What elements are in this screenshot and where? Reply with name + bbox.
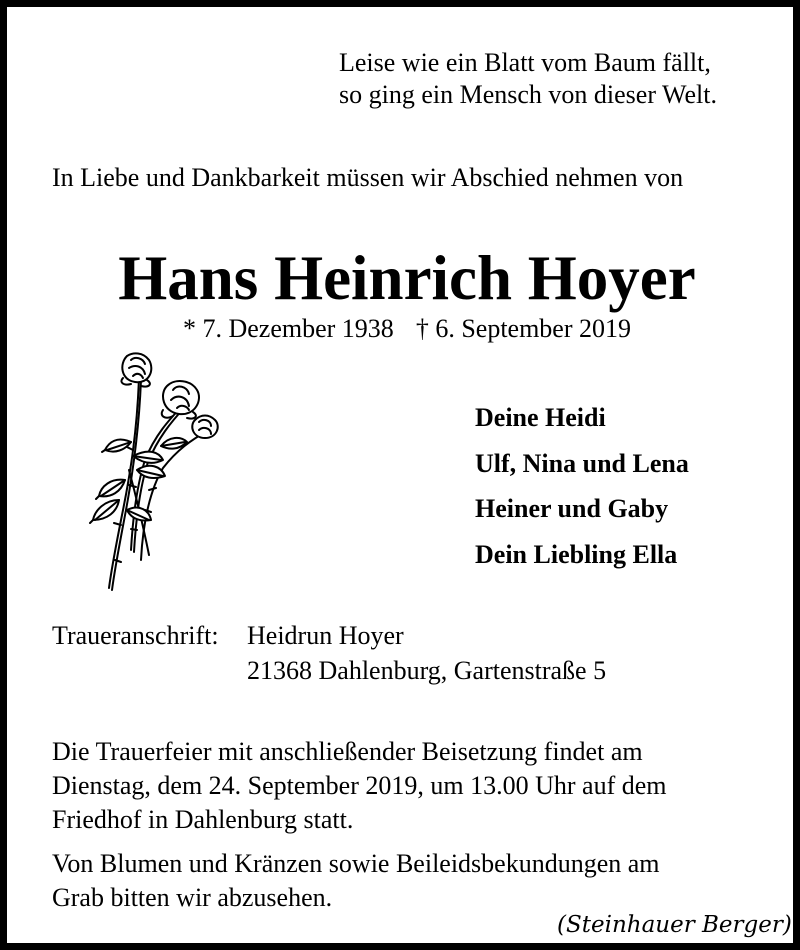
motto-line-1: Leise wie ein Blatt vom Baum fällt,	[339, 48, 711, 77]
service-line-3: Friedhof in Dahlenburg statt.	[52, 805, 354, 834]
roses-icon	[79, 350, 229, 595]
death-date: † 6. September 2019	[415, 314, 631, 343]
motto-verse	[339, 47, 717, 111]
address-street: 21368 Dahlenburg, Gartenstraße 5	[247, 656, 607, 685]
deceased-name: Hans Heinrich Hoyer	[118, 243, 696, 313]
flowers-note-line-1: Von Blumen und Kränzen sowie Beileidsbekundungen am	[52, 849, 660, 878]
signature-text: (Steinhauer Berger)	[557, 912, 792, 938]
mourner-1: Deine Heidi	[475, 403, 606, 432]
mourner-3: Heiner und Gaby	[475, 494, 669, 523]
mourners-list	[475, 400, 689, 582]
signature-logo	[553, 907, 793, 941]
flowers-note	[52, 847, 660, 915]
address-label: Traueranschrift:	[52, 621, 219, 650]
intro-text: In Liebe und Dankbarkeit müssen wir Abschied nehmen von	[52, 163, 684, 192]
service-line-2: Dienstag, dem 24. September 2019, um 13.00 Uhr auf dem	[52, 771, 667, 800]
flowers-note-line-2: Grab bitten wir abzusehen.	[52, 883, 333, 912]
service-line-1: Die Trauerfeier mit anschließender Beisetzung findet am	[52, 737, 643, 766]
address-name: Heidrun Hoyer	[247, 621, 404, 650]
birth-date: * 7. Dezember 1938	[182, 314, 394, 343]
mourner-4: Dein Liebling Ella	[475, 539, 678, 569]
mourner-2: Ulf, Nina und Lena	[475, 448, 689, 478]
motto-line-2: so ging ein Mensch von dieser Welt.	[339, 80, 717, 109]
life-dates	[7, 313, 800, 345]
service-announcement	[52, 735, 667, 837]
